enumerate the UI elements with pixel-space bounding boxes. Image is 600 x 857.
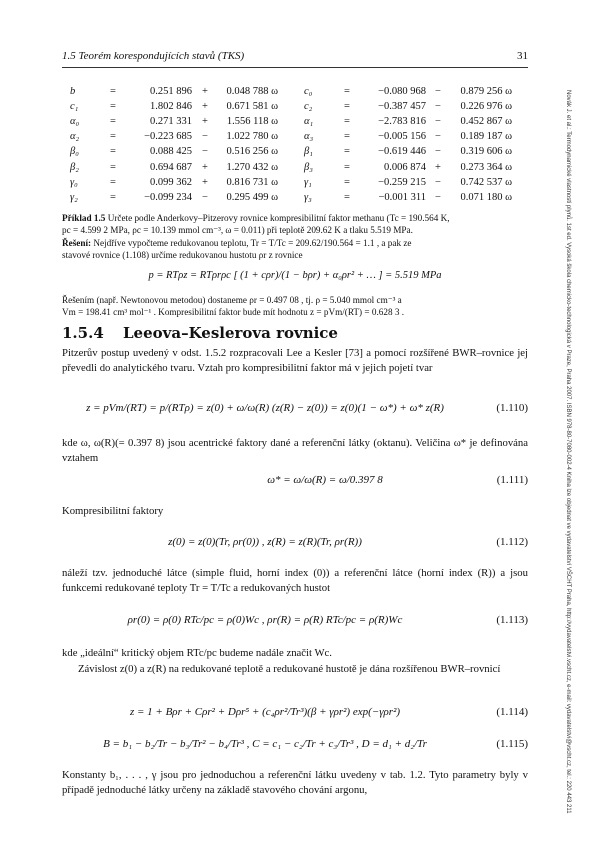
- equals-sign: =: [344, 86, 350, 98]
- paragraph-5: kde „ideální“ kritický objem RTc/pc budeme nadále značit Wc.: [62, 647, 332, 659]
- paragraph-1: Pitzerův postup uvedený v odst. 1.5.2 rozpracovali Lee a Kesler [73] a pomocí rozšířené BWR–rovnice jej převedli do analytického tvaru. Vztah pro kompresibilitní faktor má v jejich pojetí tvar: [62, 347, 528, 374]
- parameter-cell-b1: 1.022 780 ω: [226, 131, 278, 143]
- parameter-cell-o2: −: [435, 176, 441, 188]
- equals-sign: =: [344, 161, 350, 173]
- paragraph-3: Kompresibilitní faktory: [62, 505, 164, 517]
- parameter-row: [70, 144, 512, 159]
- parameter-cell-a1: 0.271 331: [150, 116, 192, 128]
- equation-1-114-content: z = 1 + Bρr + Cρr² + Dρr⁵ + (c₄ρr²/Tr³)(β + γρr²) exp(−γρr²): [129, 706, 401, 718]
- parameter-cell-b2: 0.226 976 ω: [460, 101, 512, 113]
- parameter-cell-s1: α₂: [70, 131, 80, 143]
- solution-label: Řešení:: [62, 237, 92, 248]
- parameter-cell-a1: 0.088 425: [150, 146, 192, 158]
- column-gap: [278, 84, 304, 99]
- parameter-row: [70, 84, 512, 99]
- equation-number-1-115: (1.115): [496, 738, 528, 750]
- section-header: 1.5 Teorém korespondujících stavů (TKS): [62, 50, 245, 62]
- parameter-cell-s2: γ₃: [304, 191, 312, 203]
- example-text-4: stavové rovnice (1.108) určíme redukovanou hustotu ρr z rovnice: [62, 249, 303, 260]
- parameter-cell-b1: 0.671 581 ω: [226, 101, 278, 113]
- equation-1-111-content: ω* = ω/ω(R) = ω/0.397 8: [267, 474, 383, 486]
- parameter-cell-a1: 0.694 687: [150, 161, 192, 173]
- column-gap: [278, 99, 304, 114]
- parameter-cell-s2: β₃: [304, 161, 313, 173]
- equation-1-110-content: z = pVm/(RT) = p/(RTρ) = z(0) + ω/ω(R) (z(R) − z(0)) = z(0)(1 − ω*) + ω* z(R): [86, 402, 444, 414]
- paragraph-2: kde ω, ω(R)(= 0.397 8) jsou acentrické faktory dané a referenční látky (oktanu). Veličina ω* je definována vztahem: [62, 437, 528, 464]
- parameter-row: [70, 99, 512, 114]
- parameter-table: [70, 84, 512, 205]
- column-gap: [278, 159, 304, 174]
- parameter-cell-o1: +: [202, 176, 208, 188]
- equals-sign: =: [344, 176, 350, 188]
- parameter-cell-a1: −0.223 685: [144, 131, 192, 143]
- parameter-cell-a2: −0.619 446: [378, 146, 426, 158]
- column-gap: [278, 129, 304, 144]
- parameter-cell-o1: −: [202, 146, 208, 158]
- example-label: Příklad 1.5: [62, 213, 106, 223]
- parameter-cell-s1: α₀: [70, 116, 80, 128]
- equals-sign: =: [110, 131, 116, 143]
- parameter-cell-b2: 0.879 256 ω: [460, 86, 512, 98]
- equation-1-115-content: B = b₁ − b₂/Tr − b₃/Tr² − b₄/Tr³ , C = c₁ − c₂/Tr + c₃/Tr³ , D = d₁ + d₂/Tr: [103, 738, 427, 750]
- section-heading: [62, 324, 338, 342]
- parameter-cell-s1: b: [70, 86, 76, 98]
- parameter-cell-b2: 0.273 364 ω: [460, 161, 512, 173]
- parameter-cell-o1: +: [202, 161, 208, 173]
- parameter-cell-a2: −2.783 816: [378, 116, 426, 128]
- parameter-cell-o2: +: [435, 161, 441, 173]
- example-text-3: Nejdříve vypočteme redukovanou teplotu, Tr = T/Tc = 209.62/190.564 = 1.1 , a pak ze: [93, 237, 412, 248]
- example-equation: p = RTρz = RTρrρc [ (1 + cρr)/(1 − bρr) + α₀ρr² + … ] = 5.519 MPa: [148, 270, 442, 281]
- parameter-cell-s2: β₁: [304, 146, 313, 158]
- parameter-cell-s2: c₂: [304, 101, 313, 113]
- parameter-cell-o1: −: [202, 191, 208, 203]
- parameter-cell-o2: −: [435, 191, 441, 203]
- parameter-cell-o2: −: [435, 116, 441, 128]
- parameter-cell-o2: −: [435, 131, 441, 143]
- equals-sign: =: [110, 191, 116, 203]
- parameter-cell-o2: −: [435, 86, 441, 98]
- parameter-cell-b1: 0.516 256 ω: [226, 146, 278, 158]
- column-gap: [278, 190, 304, 205]
- parameter-cell-b1: 0.048 788 ω: [226, 86, 278, 98]
- paragraph-4: náleží tzv. jednoduché látce (simple fluid, horní index (0)) a referenční látce (horní index (R)) a jsou funkcemi redukované teploty Tr = T/Tc a redukovaných hustot: [62, 567, 528, 594]
- parameter-cell-o1: +: [202, 101, 208, 113]
- parameter-cell-s1: β₂: [70, 161, 79, 173]
- parameter-cell-s2: α₃: [304, 131, 314, 143]
- parameter-cell-b1: 0.816 731 ω: [226, 176, 278, 188]
- equals-sign: =: [344, 191, 350, 203]
- parameter-row: [70, 129, 512, 144]
- parameter-cell-s1: γ₀: [70, 176, 78, 188]
- section-number: 1.5.4: [62, 324, 104, 342]
- parameter-cell-b2: 0.071 180 ω: [460, 191, 512, 203]
- parameter-cell-s2: α₁: [304, 116, 314, 128]
- parameter-cell-a1: 0.099 362: [150, 176, 192, 188]
- parameter-cell-a1: −0.099 234: [144, 191, 192, 203]
- parameter-cell-a2: −0.005 156: [378, 131, 426, 143]
- equals-sign: =: [344, 146, 350, 158]
- header-rule: [62, 67, 528, 68]
- parameter-cell-s1: β₀: [70, 146, 79, 158]
- equation-number-1-111: (1.111): [496, 474, 528, 486]
- side-note-text: Novák J. et al.: Termodynamické vlastnosti plynů. 1st ed. Vysoká škola chemicko-technologická v Praze, Praha 2007. ISBN 978-80-7080-002-4 Kniha lze objednat ve vydavatelství VŠCHT Praha, http://vydavatelstvi.vscht.cz, e-mail: vydavatelstvi@vscht.cz, tel.: 220 443 211: [565, 90, 571, 814]
- parameter-cell-b1: 1.270 432 ω: [226, 161, 278, 173]
- parameter-cell-b2: 0.452 867 ω: [460, 116, 512, 128]
- parameter-cell-s1: γ₂: [70, 191, 78, 203]
- equals-sign: =: [110, 101, 116, 113]
- side-note: [556, 90, 572, 814]
- parameter-cell-o1: +: [202, 86, 208, 98]
- parameter-cell-a2: −0.080 968: [378, 86, 426, 98]
- parameter-cell-b2: 0.742 537 ω: [460, 176, 512, 188]
- parameter-cell-a1: 0.251 896: [150, 86, 192, 98]
- column-gap: [278, 114, 304, 129]
- parameter-cell-s2: c₀: [304, 86, 313, 98]
- example-text-1: Určete podle Anderkovy–Pitzerovy rovnice kompresibilitní faktor methanu (Tc = 190.564 K,: [107, 213, 450, 223]
- parameter-cell-b2: 0.319 606 ω: [460, 146, 512, 158]
- parameter-cell-a2: −0.387 457: [378, 101, 426, 113]
- example-result: [62, 294, 528, 319]
- equals-sign: =: [110, 176, 116, 188]
- page-number: 31: [517, 50, 528, 62]
- column-gap: [278, 175, 304, 190]
- equals-sign: =: [110, 86, 116, 98]
- parameter-cell-a2: −0.001 311: [378, 191, 426, 203]
- paragraph-7: Konstanty b₁, . . . , γ jsou pro jednoduchou a referenční látku uvedeny v tab. 1.2. Tyto parametry byly v případě jednoduché látky určeny na základě stavového chování argonu,: [62, 769, 528, 796]
- equation-number-1-113: (1.113): [496, 614, 528, 626]
- example-text-2: pc = 4.599 2 MPa, ρc = 10.139 mmol cm⁻³, ω = 0.011) při teplotě 209.62 K a tlaku 5.519 MPa.: [62, 225, 413, 236]
- parameter-cell-o2: −: [435, 146, 441, 158]
- equation-number-1-114: (1.114): [496, 706, 528, 718]
- parameter-cell-a1: 1.802 846: [150, 101, 192, 113]
- equals-sign: =: [344, 116, 350, 128]
- parameter-cell-s1: c₁: [70, 101, 79, 113]
- example-block: [62, 212, 528, 261]
- running-head: [62, 50, 528, 62]
- parameter-cell-s2: γ₁: [304, 176, 312, 188]
- parameter-cell-b2: 0.189 187 ω: [460, 131, 512, 143]
- equals-sign: =: [110, 161, 116, 173]
- equals-sign: =: [110, 146, 116, 158]
- parameter-row: [70, 114, 512, 129]
- equals-sign: =: [344, 131, 350, 143]
- parameter-cell-a2: 0.006 874: [384, 161, 426, 173]
- parameter-row: [70, 159, 512, 174]
- example-text-5: Řešením (např. Newtonovou metodou) dostaneme ρr = 0.497 08 , tj. ρ = 5.040 mmol cm⁻³ a: [62, 295, 402, 305]
- equals-sign: =: [110, 116, 116, 128]
- parameter-row: [70, 175, 512, 190]
- column-gap: [278, 144, 304, 159]
- equation-1-112-content: z(0) = z(0)(Tr, ρr(0)) , z(R) = z(R)(Tr, ρr(R)): [168, 536, 362, 548]
- parameter-cell-o1: −: [202, 131, 208, 143]
- equation-number-1-112: (1.112): [496, 536, 528, 548]
- parameter-cell-o1: +: [202, 116, 208, 128]
- parameter-cell-b1: 1.556 118 ω: [226, 116, 278, 128]
- parameter-row: [70, 190, 512, 205]
- section-title: Leeova–Keslerova rovnice: [123, 324, 338, 342]
- parameter-cell-a2: −0.259 215: [378, 176, 426, 188]
- equation-1-113-content: ρr(0) = ρ(0) RTc/pc = ρ(0)Wc , ρr(R) = ρ(R) RTc/pc = ρ(R)Wc: [127, 614, 403, 626]
- equals-sign: =: [344, 101, 350, 113]
- parameter-cell-b1: 0.295 499 ω: [226, 191, 278, 203]
- example-text-6: Vm = 198.41 cm³ mol⁻¹ . Kompresibilitní faktor bude mít hodnotu z = pVm/(RT) = 0.628 3 .: [62, 307, 405, 318]
- paragraph-6: Závislost z(0) a z(R) na redukované teplotě a redukované hustotě je dána rozšířenou BWR–rovnicí: [78, 663, 501, 675]
- parameter-cell-o2: −: [435, 101, 441, 113]
- equation-number-1-110: (1.110): [496, 402, 528, 414]
